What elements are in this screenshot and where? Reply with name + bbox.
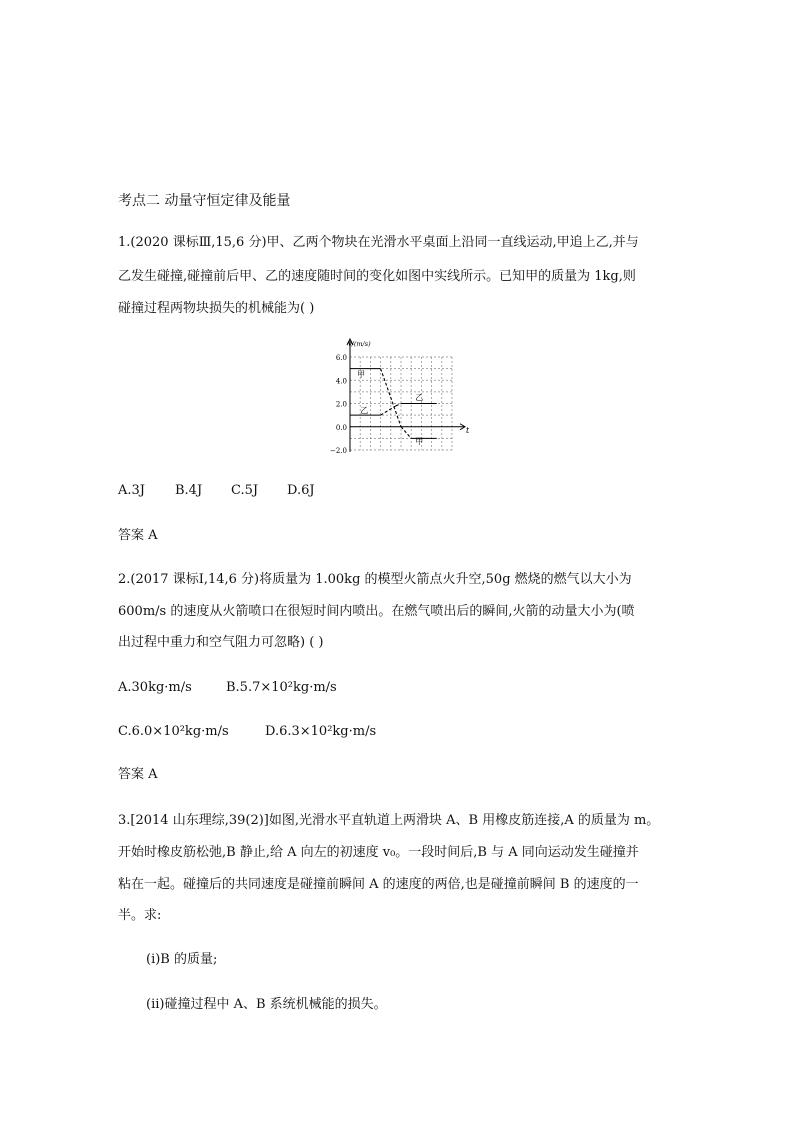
q2-option-a: A.30kg·m/s xyxy=(118,680,192,695)
q1-option-c: C.5J xyxy=(231,483,259,498)
q2-option-d: D.6.3×10²kg·m/s xyxy=(265,724,377,739)
chart-axes xyxy=(347,339,465,452)
velocity-time-chart xyxy=(322,335,472,460)
series-label-yi-start: 乙 xyxy=(360,405,369,415)
q3-text-line-3: 粘在一起。碰撞后的共同速度是碰撞前瞬间 A 的速度的两倍,也是碰撞前瞬间 B 的速度的一 xyxy=(118,877,639,892)
q2-option-b: B.5.7×10²kg·m/s xyxy=(226,680,337,695)
y-axis-label: v/(m/s) xyxy=(348,340,371,348)
q3-sub-question-2: (ⅱ)碰撞过程中 A、B 系统机械能的损失。 xyxy=(146,997,387,1012)
series-yi-segment xyxy=(381,406,396,415)
y-tick-label: 2.0 xyxy=(335,400,347,409)
q1-text-line-1: 1.(2020 课标Ⅲ,15,6 分)甲、乙两个物块在光滑水平桌面上沿同一直线运动,甲追上乙,并与 xyxy=(118,235,639,250)
q2-text-line-2: 600m/s 的速度从火箭喷口在很短时间内喷出。在燃气喷出后的瞬间,火箭的动量大小为(喷 xyxy=(118,604,635,619)
q3-text-line-4: 半。求: xyxy=(118,908,162,923)
q3-text-line-2: 开始时橡皮筋松弛,B 静止,给 A 向左的初速度 v₀。一段时间后,B 与 A 同向运动发生碰撞并 xyxy=(118,845,639,860)
series-label-yi-end: 乙 xyxy=(415,393,424,403)
series-label-jia-start: 甲 xyxy=(357,369,366,379)
q1-option-a: A.3J xyxy=(118,483,146,498)
q2-text-line-3: 出过程中重力和空气阻力可忽略) ( ) xyxy=(118,635,324,650)
q3-text-line-1: 3.[2014 山东理综,39(2)]如图,光滑水平直轨道上两滑块 A、B 用橡皮筋连接,A 的质量为 m。 xyxy=(118,813,660,828)
q1-option-b: B.4J xyxy=(175,483,203,498)
q2-option-c: C.6.0×10²kg·m/s xyxy=(118,724,229,739)
x-axis-label: t xyxy=(466,425,470,435)
y-tick-label: −2.0 xyxy=(330,447,347,455)
q1-answer: 答案 A xyxy=(118,528,158,543)
series-jia-segment xyxy=(401,427,411,439)
q2-answer: 答案 A xyxy=(118,767,158,782)
y-tick-label: 6.0 xyxy=(335,354,347,362)
q1-option-d: D.6J xyxy=(287,483,315,498)
q1-text-line-3: 碰撞过程两物块损失的机械能为( ) xyxy=(118,301,315,316)
section-title: 考点二 动量守恒定律及能量 xyxy=(118,193,291,209)
series-label-jia-end: 甲 xyxy=(415,437,424,447)
q1-text-line-2: 乙发生碰撞,碰撞前后甲、乙的速度随时间的变化如图中实线所示。已知甲的质量为 1kg,则 xyxy=(118,269,636,284)
y-tick-label: 0.0 xyxy=(335,423,347,432)
q3-sub-question-1: (ⅰ)B 的质量; xyxy=(146,952,218,967)
q2-text-line-1: 2.(2017 课标Ⅰ,14,6 分)将质量为 1.00kg 的模型火箭点火升空,50g 燃烧的燃气以大小为 xyxy=(118,572,632,587)
y-tick-label: 4.0 xyxy=(335,377,347,386)
